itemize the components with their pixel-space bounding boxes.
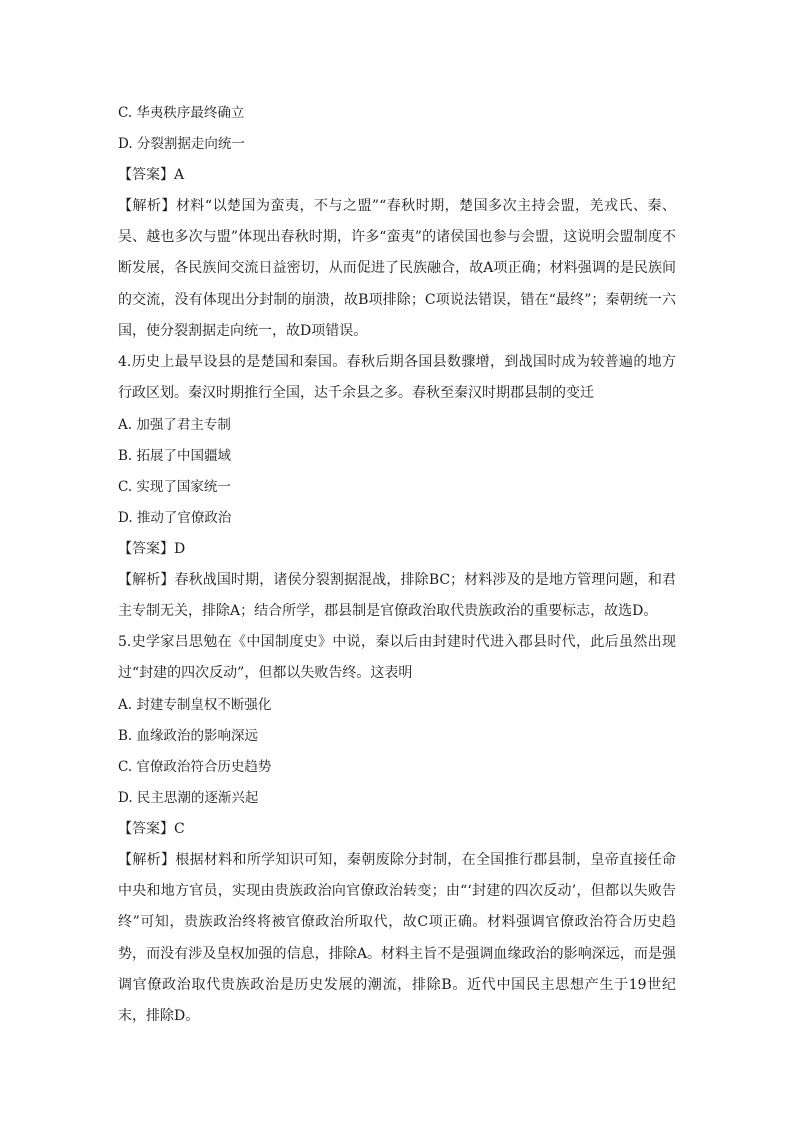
q4-stem: 4.历史上最早设县的是楚国和秦国。春秋后期各国县数骤增，到战国时成为较普遍的地方行政区划。秦汉时期推行全国，达千余县之多。春秋至秦汉时期郡县制的变迁: [118, 354, 676, 402]
q4-option-b: B. 拓展了中国疆域: [118, 448, 232, 464]
q5-analysis: 【解析】根据材料和所学知识可知，秦朝废除分封制，在全国推行郡县制，皇帝直接任命中央和地方官员，实现由贵族政治向官僚政治转变；由“‘封建的四次反动’，但都以失败告终”可知，贵族政治终将被官僚政治所取代，故C项正确。材料强调官僚政治符合历史趋势，而没有涉及皇权加强的信息，排除A。材料主旨不是强调血缘政治的影响深远，而是强调官僚政治取代贵族政治是历史发展的潮流，排除B。近代中国民主思想产生于19世纪末，排除D。: [118, 852, 676, 1025]
q4-option-d: D. 推动了官僚政治: [118, 510, 232, 526]
q4-answer: 【答案】D: [118, 541, 186, 557]
q4-option-a: A. 加强了君主专制: [118, 417, 231, 433]
q5-option-d: D. 民主思潮的逐渐兴起: [118, 790, 259, 806]
q5-option-a: A. 封建专制皇权不断强化: [118, 697, 272, 713]
q4-option-c: C. 实现了国家统一: [118, 479, 231, 495]
q4-analysis: 【解析】春秋战国时期，诸侯分裂割据混战，排除BC；材料涉及的是地方管理问题，和君主专制无关，排除A；结合所学，郡县制是官僚政治取代贵族政治的重要标志，故选D。: [118, 572, 676, 620]
q3-analysis: 【解析】材料“以楚国为蛮夷，不与之盟”“春秋时期，楚国多次主持会盟，羌戎氏、秦、吴、越也多次与盟”体现出春秋时期，许多“蛮夷”的诸侯国也参与会盟，这说明会盟制度不断发展，各民族间交流日益密切，从而促进了民族融合，故A项正确；材料强调的是民族间的交流，没有体现出分封制的崩溃，故B项排除；C项说法错误，错在“最终”；秦朝统一六国，使分裂割据走向统一，故D项错误。: [118, 198, 676, 339]
q3-option-d: D. 分裂割据走向统一: [118, 136, 245, 152]
q5-answer: 【答案】C: [118, 821, 185, 837]
q3-option-c: C. 华夷秩序最终确立: [118, 105, 245, 121]
q5-stem: 5.史学家吕思勉在《中国制度史》中说，秦以后由封建时代进入郡县时代，此后虽然出现过“封建的四次反动”，但都以失败告终。这表明: [118, 634, 676, 682]
q5-option-c: C. 官僚政治符合历史趋势: [118, 759, 272, 775]
q3-answer: 【答案】A: [118, 167, 185, 183]
q5-option-b: B. 血缘政治的影响深远: [118, 728, 259, 744]
